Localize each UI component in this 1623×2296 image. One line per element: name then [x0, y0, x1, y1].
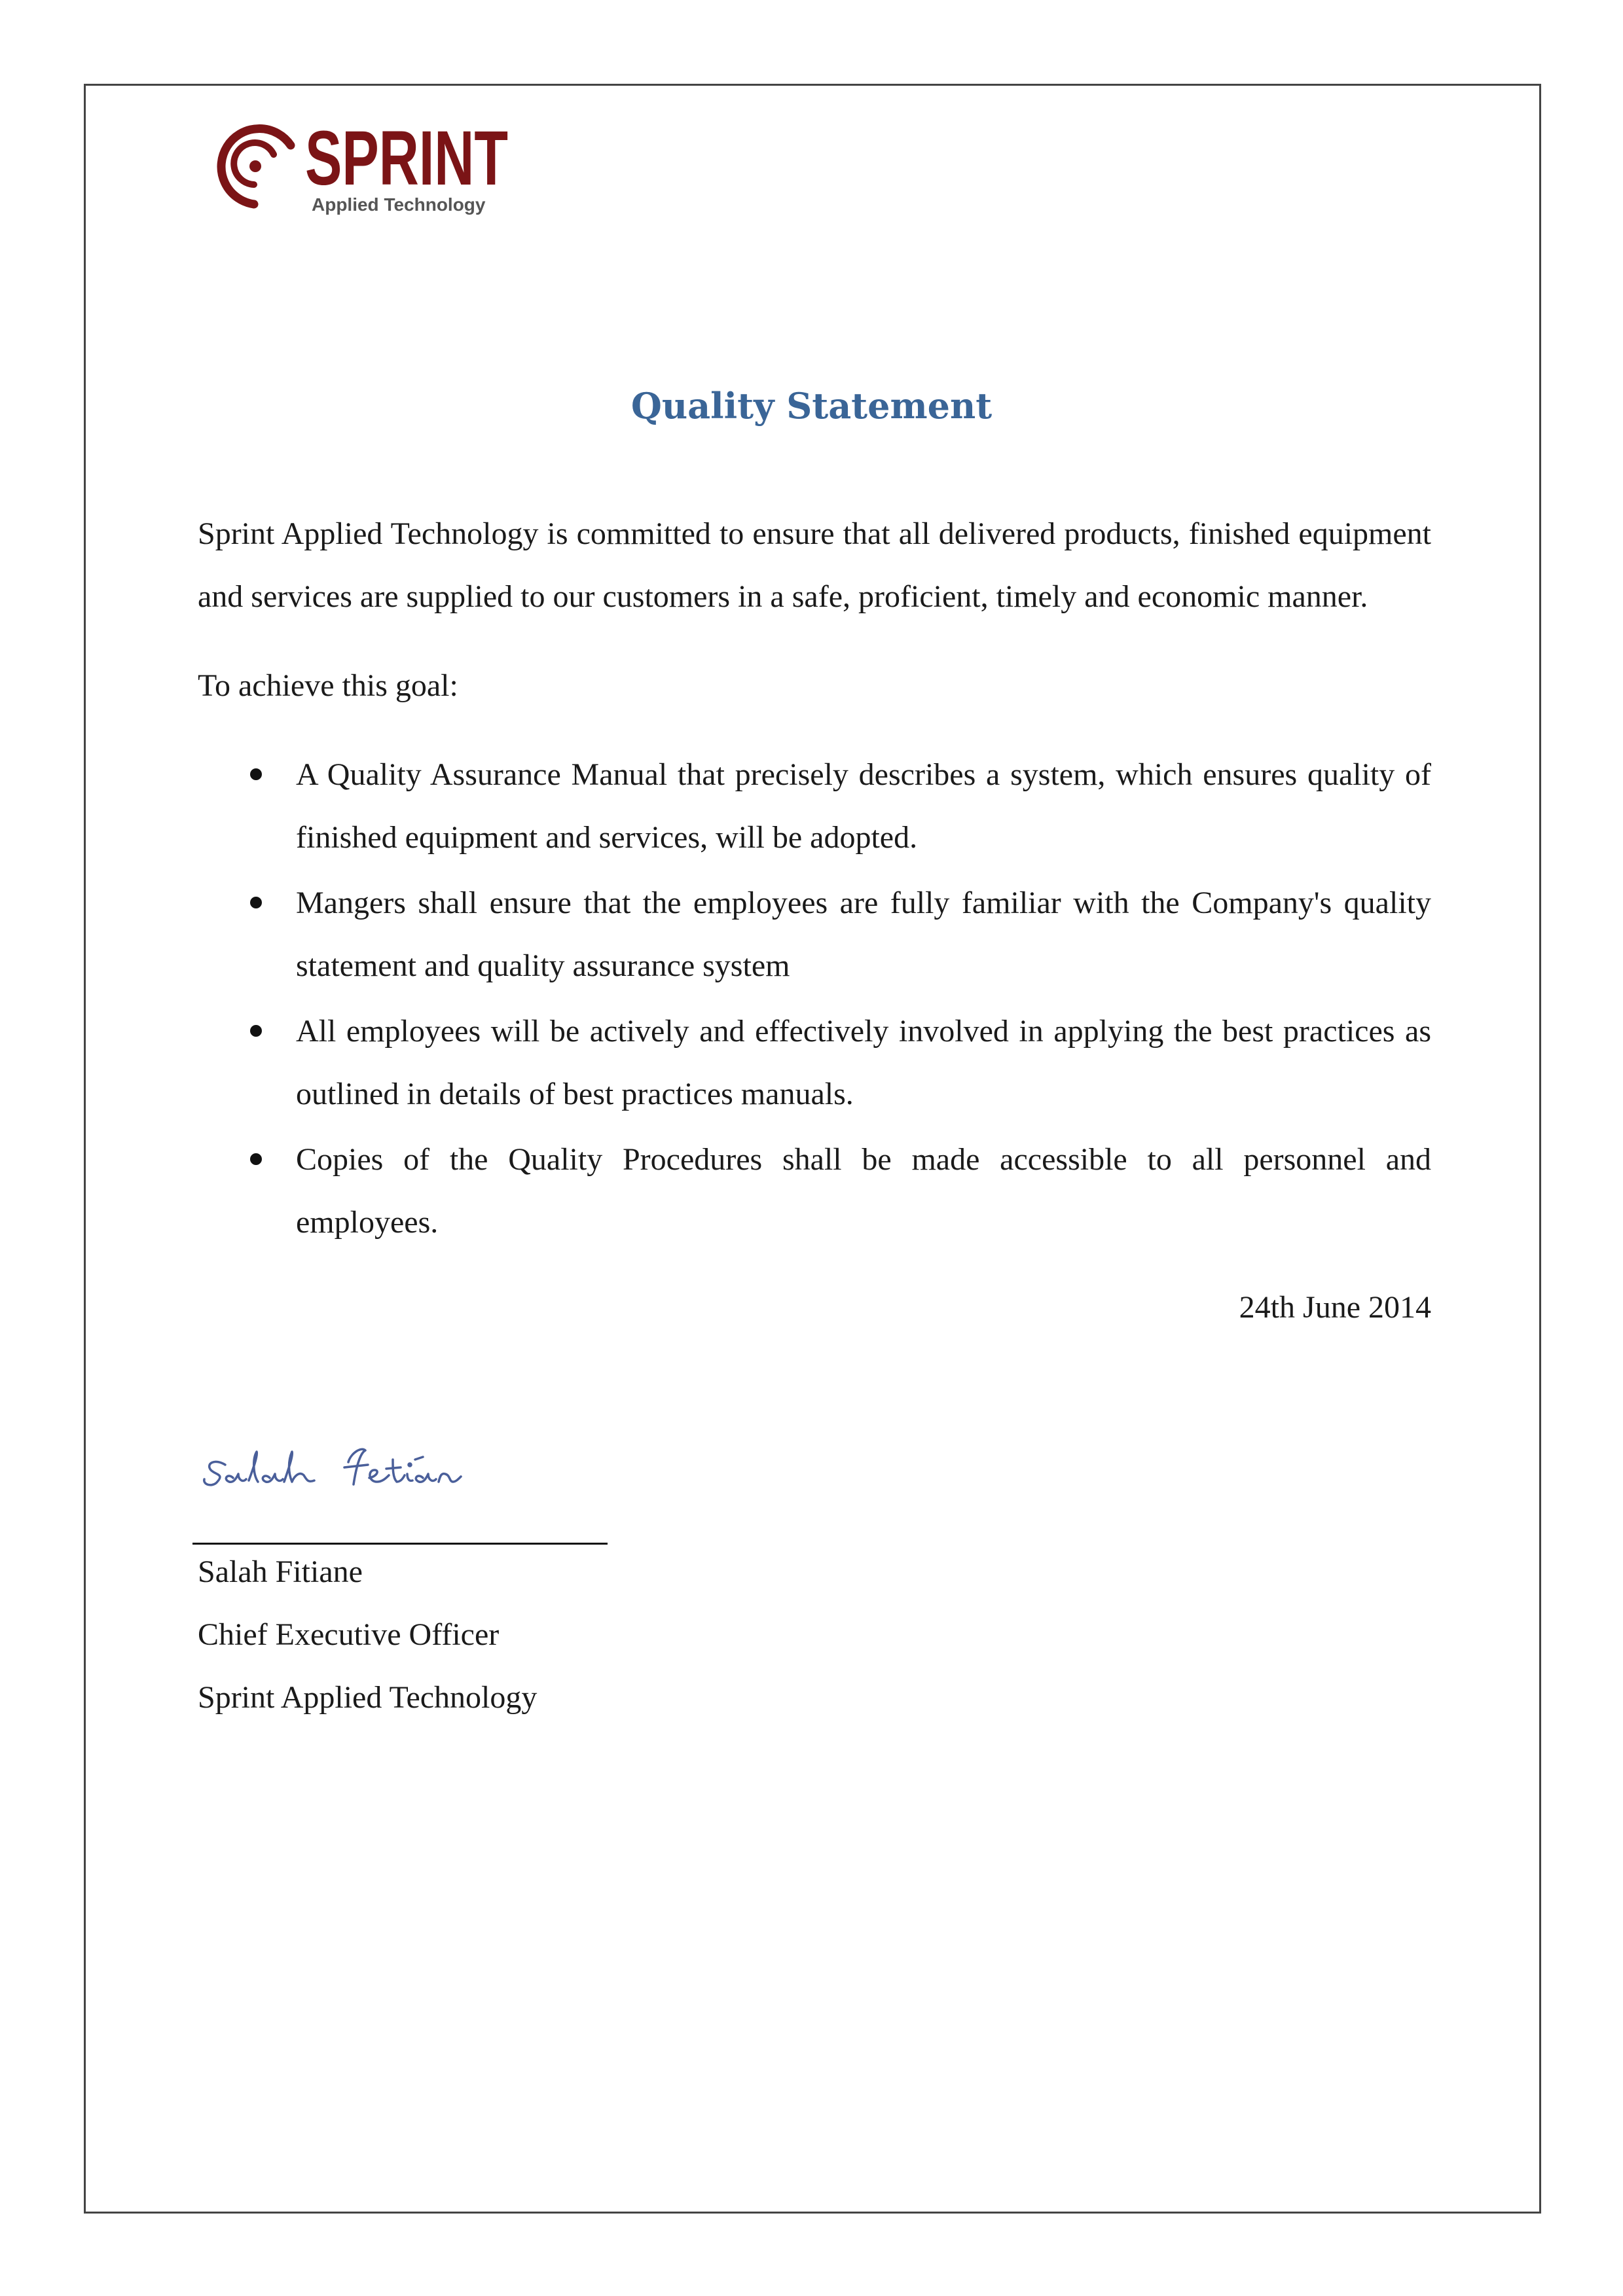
goal-list	[198, 744, 1431, 1254]
bullet-icon	[250, 768, 262, 780]
swirl-icon	[221, 129, 291, 204]
signatory-position: Chief Executive Officer	[198, 1617, 500, 1652]
bullet-icon	[250, 897, 262, 908]
goal-lead: To achieve this goal:	[198, 668, 458, 703]
bullet-icon	[250, 1025, 262, 1037]
list-item-text: All employees will be actively and effectively involved in applying the best practices as outlined in details of best practices manuals.	[296, 1014, 1431, 1111]
company-logo	[213, 111, 515, 216]
list-item-text: Mangers shall ensure that the employees are fully familiar with the Company's quality statement and quality assurance system	[296, 886, 1431, 983]
intro-paragraph: Sprint Applied Technology is committed to ensure that all delivered products, finished equipment and services are supplied to our customers in a safe, proficient, timely and economic manner.	[198, 516, 1431, 614]
logo-wordmark: SPRINT	[305, 115, 508, 202]
statement-date: 24th June 2014	[1239, 1290, 1431, 1325]
bullet-icon	[250, 1153, 262, 1165]
handwritten-signature	[196, 1427, 471, 1499]
list-item-text: A Quality Assurance Manual that precisely describes a system, which ensures quality of finished equipment and services, will be adopted.	[296, 757, 1431, 855]
list-item	[198, 872, 1431, 997]
signatory-block	[198, 1541, 537, 1729]
list-item	[198, 1128, 1431, 1254]
signatory-company: Sprint Applied Technology	[198, 1680, 538, 1715]
logo-tagline: Applied Technology	[312, 194, 486, 215]
list-item	[198, 1000, 1431, 1126]
signatory-name: Salah Fitiane	[198, 1554, 363, 1589]
list-item	[198, 744, 1431, 869]
list-item-text: Copies of the Quality Procedures shall be made accessible to all personnel and employees.	[296, 1142, 1431, 1240]
statement-body	[198, 503, 1431, 1339]
page-title: Quality Statement	[630, 385, 993, 427]
